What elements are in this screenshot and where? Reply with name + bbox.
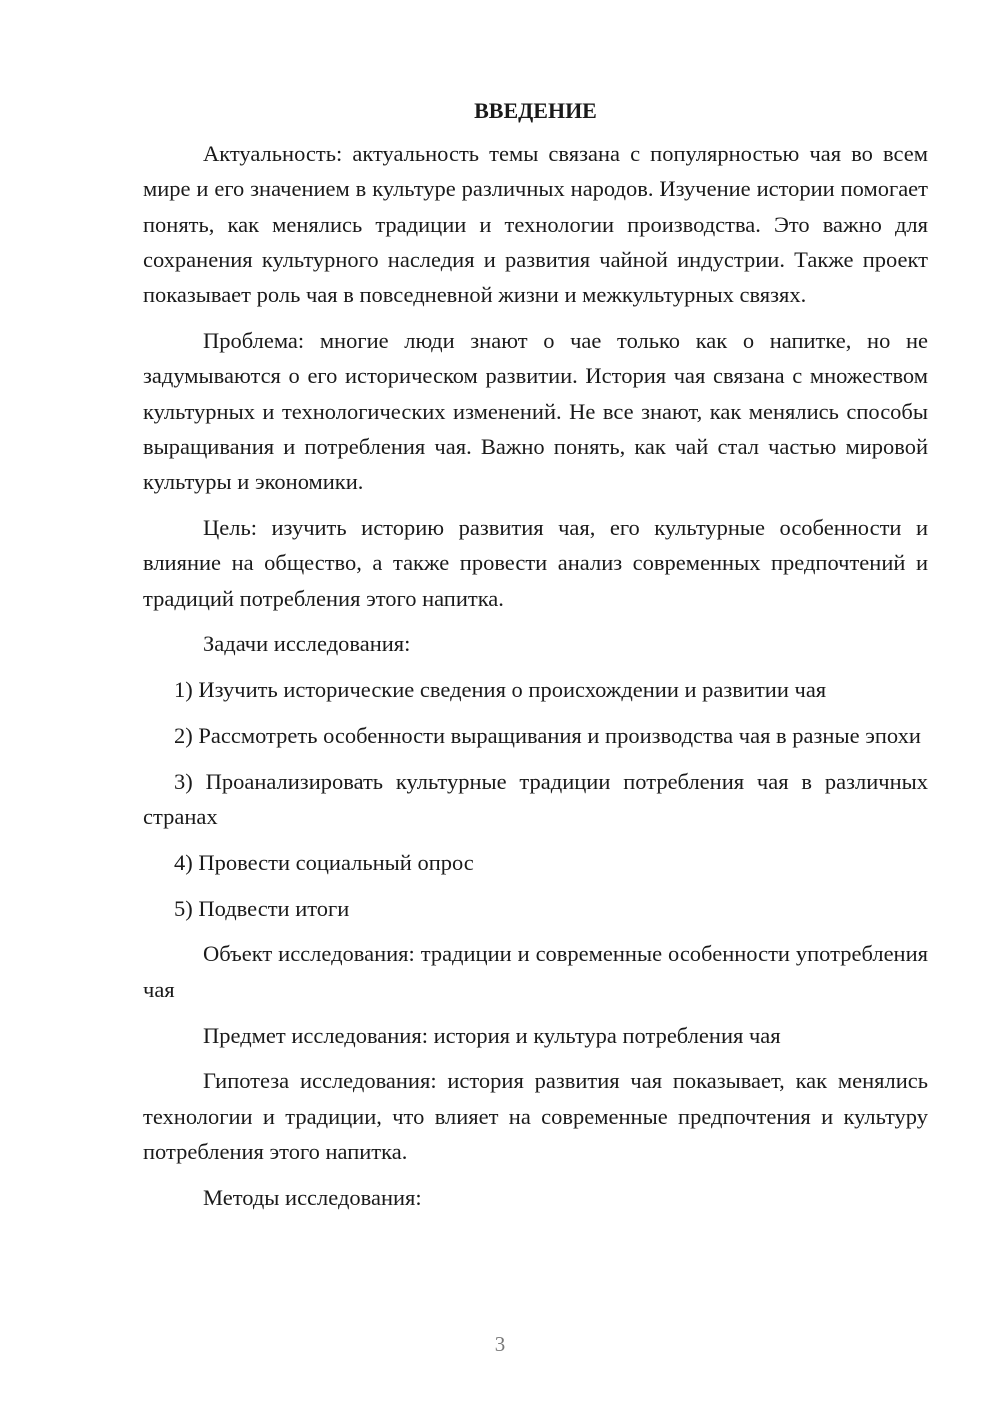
problem-paragraph: Проблема: многие люди знают о чае только как о напитке, но не задумываются о его историческом развитии. История чая связана с множеством культурных и технологических изменений. Не все знают, как менялись способы выращивания и потребления чая. Важно понять, как чай стал частью мировой культуры и экономики. (143, 327, 928, 495)
task-item: 1) Изучить исторические сведения о происхождении и развитии чая (174, 677, 827, 703)
relevance-paragraph: Актуальность: актуальность темы связана с популярностью чая во всем мире и его значением в культуре различных народов. Изучение истории помогает понять, как менялись традиции и технологии производства. Это важно для сохранения культурного наследия и развития чайной индустрии. Также проект показывает роль чая в повседневной жизни и межкультурных связях. (143, 141, 928, 308)
task-item: 5) Подвести итоги (174, 895, 350, 921)
task-item: 2) Рассмотреть особенности выращивания и производства чая в разные эпохи (174, 722, 921, 748)
hypothesis-paragraph: Гипотеза исследования: история развития чая показывает, как менялись технологии и традиции, что влияет на современные предпочтения и культуру потребления этого напитка. (143, 1068, 928, 1164)
subject-paragraph: Предмет исследования: история и культура потребления чая (203, 1022, 781, 1048)
page-number: 3 (494, 1332, 506, 1356)
object-paragraph: Объект исследования: традиции и современные особенности употребления чая (143, 941, 928, 1002)
document-page (143, 96, 928, 1226)
task-item: 4) Провести социальный опрос (174, 849, 474, 875)
tasks-heading: Задачи исследования: (203, 631, 411, 657)
methods-heading: Методы исследования: (203, 1184, 422, 1210)
page-title: ВВЕДЕНИЕ (474, 98, 597, 123)
goal-paragraph: Цель: изучить историю развития чая, его культурные особенности и влияние на общество, а также провести анализ современных предпочтений и традиций потребления этого напитка. (143, 514, 928, 611)
task-item: 3) Проанализировать культурные традиции потребления чая в различных странах (143, 768, 928, 830)
